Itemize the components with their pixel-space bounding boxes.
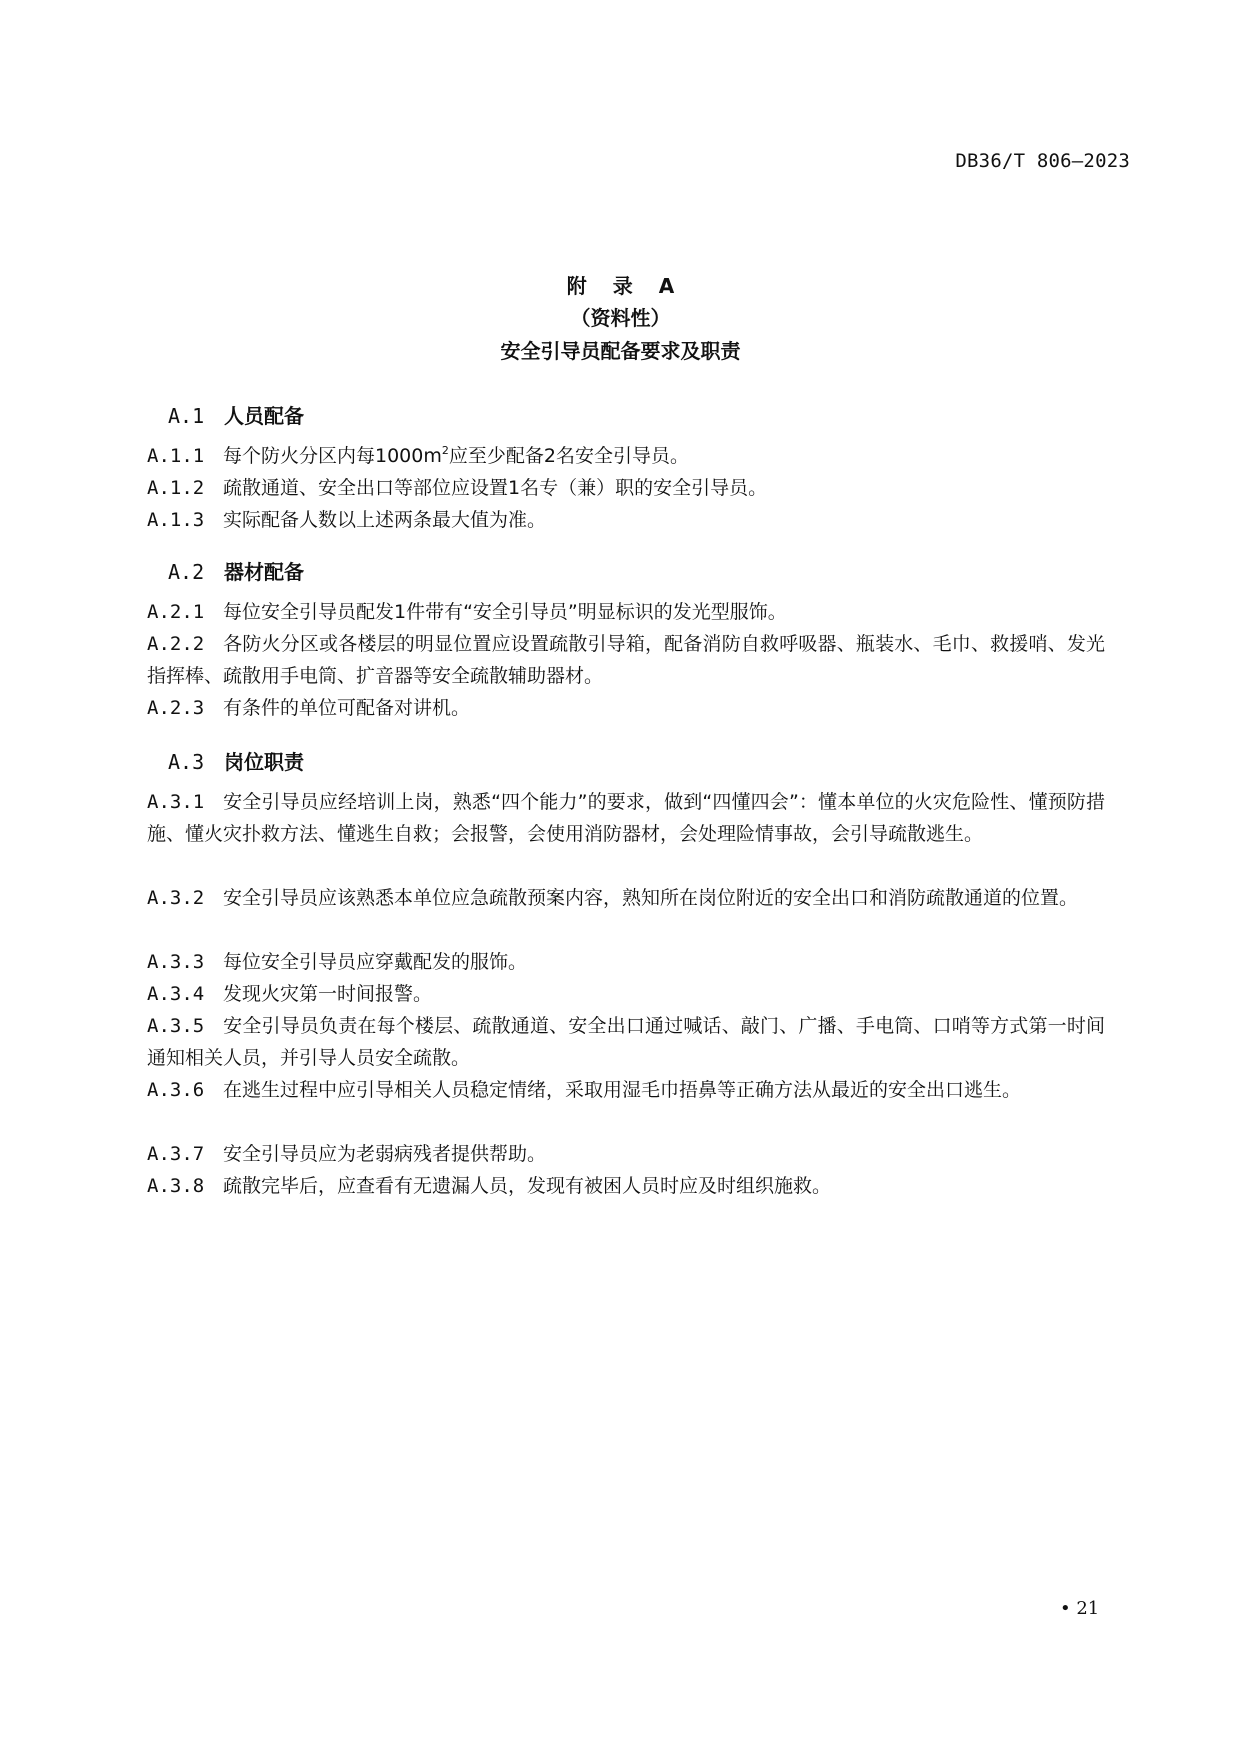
section-title: 岗位职责 — [224, 750, 304, 774]
clause-number: A.1.2 — [147, 477, 205, 499]
clause-a1-2 — [147, 472, 1105, 504]
section-heading-a3 — [168, 746, 304, 775]
clause-number: A.3.5 — [147, 1015, 205, 1037]
clause-text: 各防火分区或各楼层的明显位置应设置疏散引导箱，配备消防自救呼吸器、瓶装水、毛巾、救援哨、发光指挥棒、疏散用手电筒、扩音器等安全疏散辅助器材。 — [147, 633, 1105, 687]
clause-a2-2 — [147, 628, 1105, 692]
clause-text: 每位安全引导员应穿戴配发的服饰。 — [223, 951, 528, 973]
clause-a3-2 — [147, 882, 1105, 914]
superscript: 2 — [441, 444, 449, 457]
clause-text: 实际配备人数以上述两条最大值为准。 — [223, 509, 547, 531]
clause-number: A.3.4 — [147, 983, 205, 1005]
appendix-type: （资料性） — [570, 306, 671, 330]
clause-number: A.1.3 — [147, 509, 205, 531]
clause-text: 疏散通道、安全出口等部位应设置1名专（兼）职的安全引导员。 — [223, 477, 768, 499]
clause-a2-3 — [147, 692, 1105, 724]
clause-text: 有条件的单位可配备对讲机。 — [223, 697, 471, 719]
clause-number: A.3.6 — [147, 1079, 205, 1101]
clause-text-post: 应至少配备2名安全引导员。 — [448, 445, 689, 467]
appendix-label-char-1: 附 — [566, 274, 587, 298]
section-number: A.3 — [168, 750, 205, 774]
clause-text: 每位安全引导员配发1件带有“安全引导员”明显标识的发光型服饰。 — [223, 601, 787, 623]
clause-number: A.2.1 — [147, 601, 205, 623]
clause-a3-7 — [147, 1138, 1105, 1170]
clause-text-pre: 每个防火分区内每1000m — [223, 445, 442, 467]
clause-number: A.3.2 — [147, 887, 205, 909]
clause-a1-3 — [147, 504, 1105, 536]
clause-number: A.3.1 — [147, 791, 205, 813]
document-code: DB36/T 806—2023 — [955, 150, 1130, 172]
page-number: • 21 — [1060, 1598, 1100, 1619]
clause-a1-1 — [147, 440, 1105, 472]
clause-text: 疏散完毕后，应查看有无遗漏人员，发现有被困人员时应及时组织施救。 — [223, 1175, 832, 1197]
clause-a3-8 — [147, 1170, 1105, 1202]
section-number: A.1 — [168, 404, 205, 428]
clause-number: A.2.3 — [147, 697, 205, 719]
clause-a2-1 — [147, 596, 1105, 628]
clause-a3-4 — [147, 978, 1105, 1010]
clause-a3-3 — [147, 946, 1105, 978]
clause-a3-6 — [147, 1074, 1105, 1106]
clause-text: 发现火灾第一时间报警。 — [223, 983, 433, 1005]
clause-text: 在逃生过程中应引导相关人员稳定情绪，采取用湿毛巾捂鼻等正确方法从最近的安全出口逃生。 — [223, 1079, 1022, 1101]
appendix-letter: A — [658, 274, 675, 298]
section-title: 人员配备 — [224, 404, 304, 428]
appendix-label — [0, 270, 1241, 299]
section-title: 器材配备 — [224, 560, 304, 584]
clause-number: A.1.1 — [147, 445, 205, 467]
clause-number: A.3.7 — [147, 1143, 205, 1165]
clause-text: 安全引导员应该熟悉本单位应急疏散预案内容，熟知所在岗位附近的安全出口和消防疏散通道的位置。 — [223, 887, 1079, 909]
appendix-label-char-2: 录 — [612, 274, 633, 298]
section-heading-a1 — [168, 400, 304, 429]
clause-number: A.2.2 — [147, 633, 205, 655]
appendix-title: 安全引导员配备要求及职责 — [500, 339, 741, 363]
clause-a3-1 — [147, 786, 1105, 850]
section-number: A.2 — [168, 560, 205, 584]
clause-a3-5 — [147, 1010, 1105, 1074]
section-heading-a2 — [168, 556, 304, 585]
clause-text: 安全引导员应为老弱病残者提供帮助。 — [223, 1143, 547, 1165]
clause-text: 安全引导员负责在每个楼层、疏散通道、安全出口通过喊话、敲门、广播、手电筒、口哨等方式第一时间通知相关人员，并引导人员安全疏散。 — [147, 1015, 1105, 1069]
clause-number: A.3.3 — [147, 951, 205, 973]
clause-text: 安全引导员应经培训上岗，熟悉“四个能力”的要求，做到“四懂四会”：懂本单位的火灾危险性、懂预防措施、懂火灾扑救方法、懂逃生自救；会报警，会使用消防器材，会处理险情事故，会引导疏散逃生。 — [147, 791, 1105, 845]
clause-number: A.3.8 — [147, 1175, 205, 1197]
